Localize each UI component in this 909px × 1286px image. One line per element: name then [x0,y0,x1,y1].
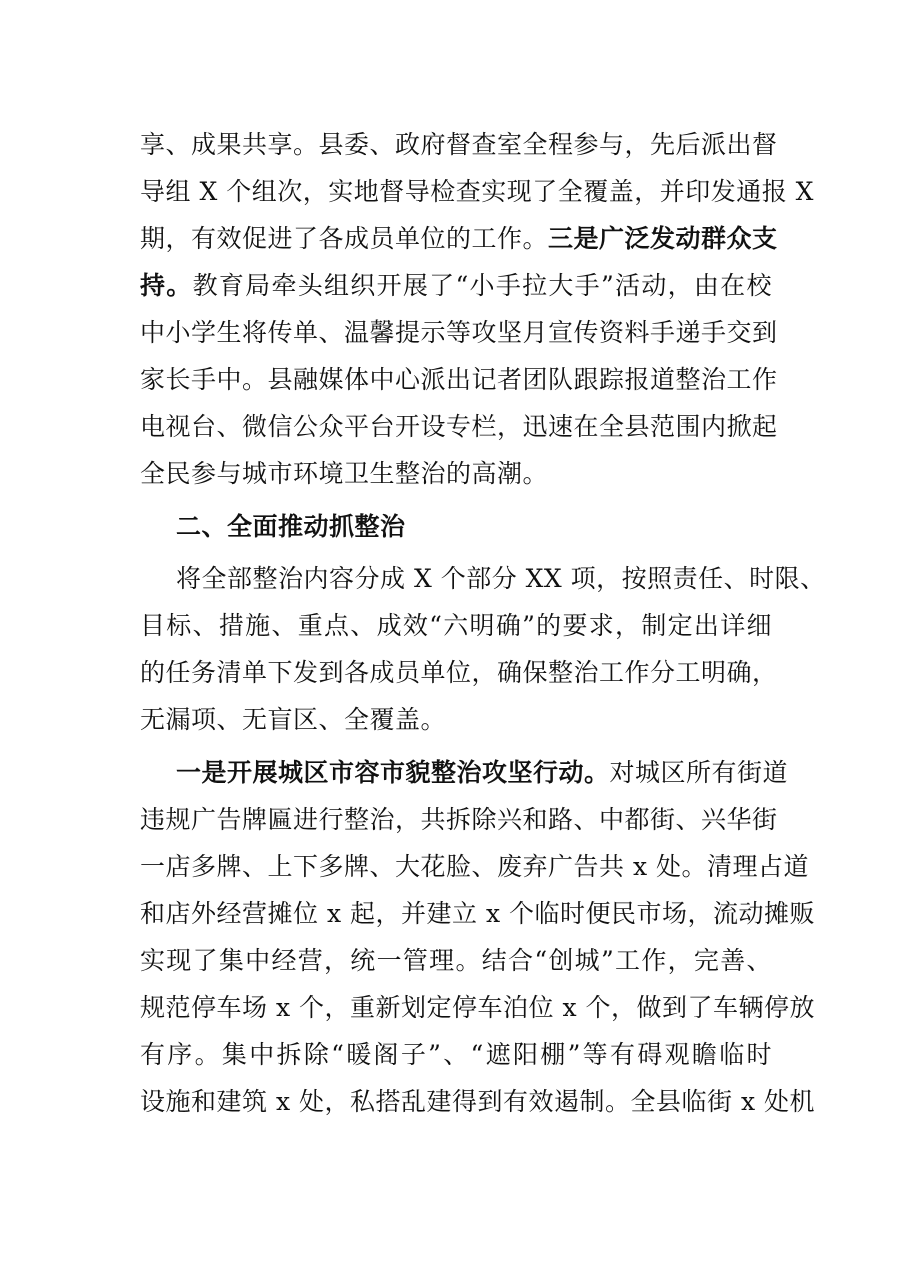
text-line: 家长手中。县融媒体中心派出记者团队跟踪报道整治工作 [140,365,778,394]
text-line: 设施和建筑 x 处，私搭乱建得到有效遏制。全县临街 x 处机 [140,1087,815,1116]
text-line: 有序。集中拆除“暖阁子”、“遮阳棚”等有碍观瞻临时 [140,1040,772,1069]
bold-lead-text: 持。 [140,271,193,300]
bold-lead-text: 三是广泛发动群众支 [548,224,778,253]
text-line: 无漏项、无盲区、全覆盖。 [140,705,447,734]
text-line: 实现了集中经营，统一管理。结合“创城”工作，完善、 [140,946,772,975]
text-line [140,215,778,262]
paragraph-block-2 [140,555,826,743]
text-run: 期，有效促进了各成员单位的工作。 [140,224,549,253]
text-line: 规范停车场 x 个，重新划定停车泊位 x 个，做到了车辆停放 [140,993,815,1022]
section-heading: 二、全面推动抓整治 [176,512,406,541]
text-line: 电视台、微信公众平台开设专栏，迅速在全县范围内掀起 [140,412,778,441]
text-line: 目标、措施、重点、成效“六明确”的要求，制定出详细 [140,611,772,640]
text-line: 一店多牌、上下多牌、大花脸、废弃广告共 x 处。清理占道 [140,852,809,881]
text-line: 全民参与城市环境卫生整治的高潮。 [140,459,549,488]
bold-lead-text: 一是开展城区市容市貌整治攻坚行动。 [176,758,610,787]
paragraph-block-1 [140,121,814,497]
text-line: 和店外经营摊位 x 起，并建立 x 个临时便民市场，流动摊贩 [140,899,815,928]
text-line: 中小学生将传单、温馨提示等攻坚月宣传资料手递手交到 [140,318,778,347]
text-run: 对城区所有街道 [609,758,789,787]
text-line: 违规广告牌匾进行整治，共拆除兴和路、中都街、兴华街 [140,805,778,834]
text-line: 的任务清单下发到各成员单位，确保整治工作分工明确， [140,658,778,687]
text-line: 将全部整治内容分成 X 个部分 XX 项，按照责任、时限、 [176,564,826,593]
section-heading-block [140,503,772,550]
paragraph-block-3 [140,749,815,1125]
text-line [140,262,772,309]
text-line [140,749,789,796]
text-line: 享、成果共享。县委、政府督查室全程参与，先后派出督 [140,130,778,159]
text-line: 导组 X 个组次，实地督导检查实现了全覆盖，并印发通报 X [140,177,814,206]
text-run: 教育局牵头组织开展了“小手拉大手”活动，由在校 [192,271,772,300]
